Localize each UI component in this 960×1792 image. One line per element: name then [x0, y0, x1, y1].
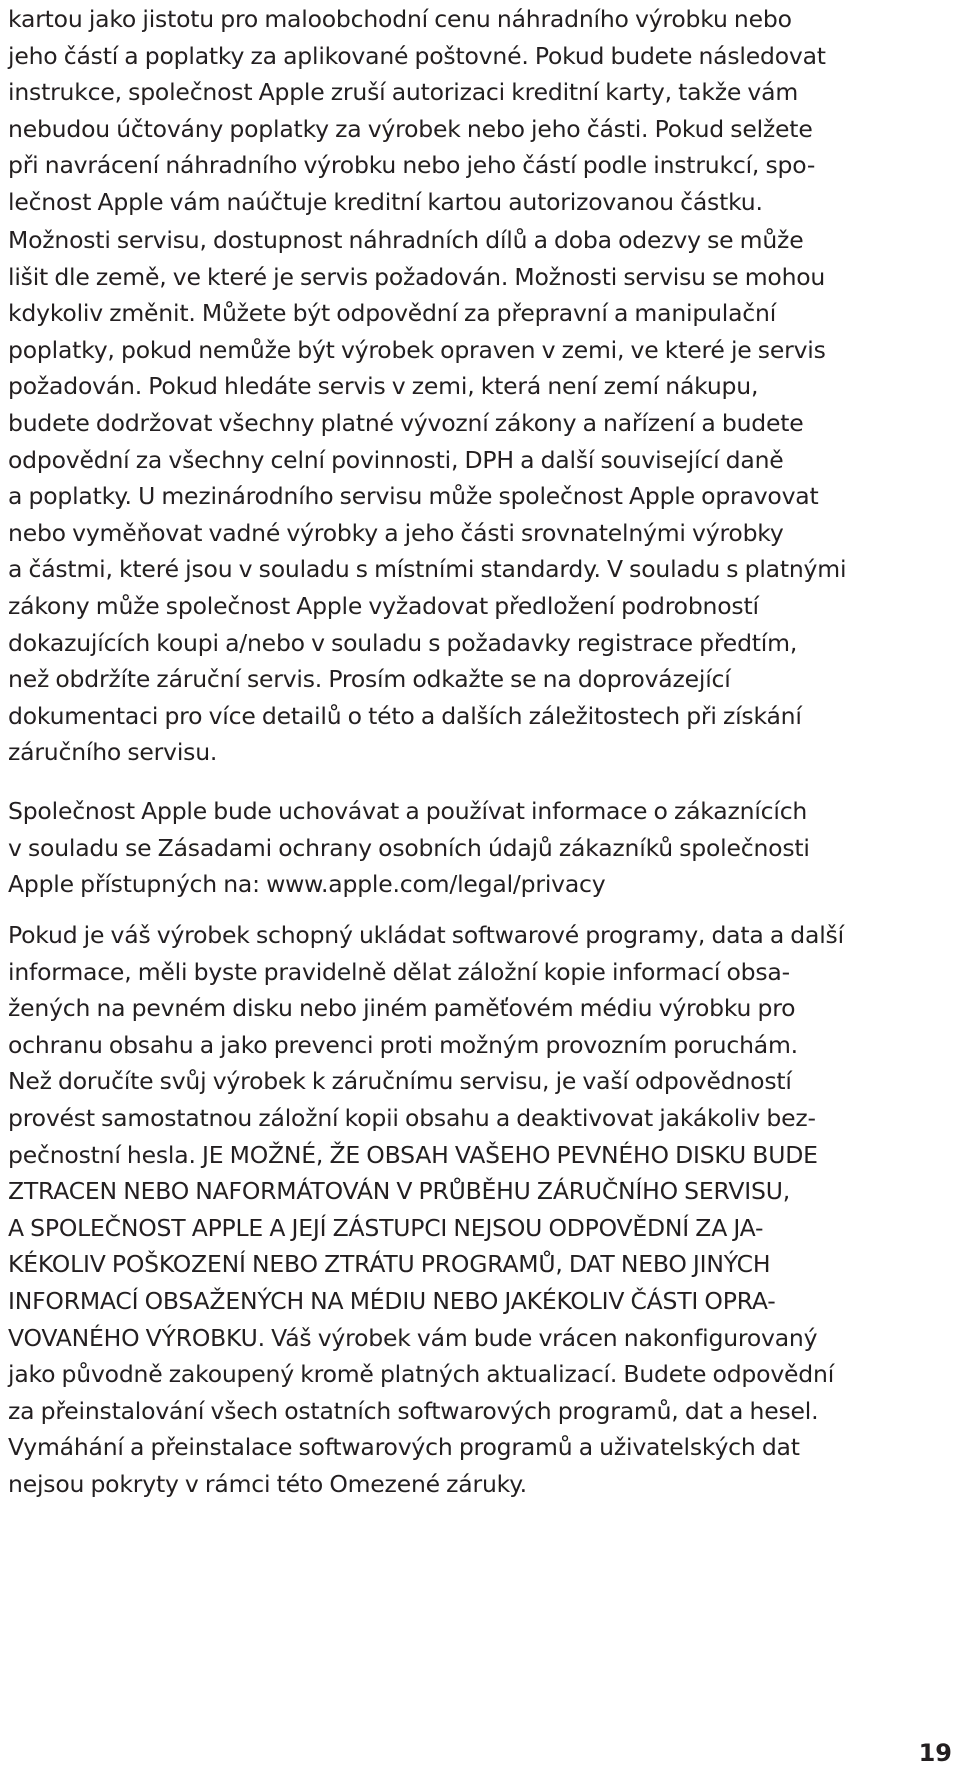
text-line: Možnosti servisu, dostupnost náhradních dílů a doba odezvy se může	[8, 226, 804, 254]
text-line: záručního servisu.	[8, 738, 218, 767]
text-line: lišit dle země, ve které je servis požadován. Možnosti servisu se mohou	[8, 262, 826, 291]
text-line: KÉKOLIV POŠKOZENÍ NEBO ZTRÁTU PROGRAMŮ, DAT NEBO JINÝCH	[8, 1250, 771, 1279]
text-line: INFORMACÍ OBSAŽENÝCH NA MÉDIU NEBO JAKÉKOLIV ČÁSTI OPRA-	[8, 1286, 776, 1315]
paragraph-service-options	[8, 222, 846, 771]
text-line: pečnostní hesla. JE MOŽNÉ, ŽE OBSAH VAŠEHO PEVNÉHO DISKU BUDE	[8, 1140, 818, 1169]
text-line: za přeinstalování všech ostatních softwarových programů, dat a hesel.	[8, 1396, 819, 1425]
page-number: 19	[918, 1739, 952, 1767]
text-line: Apple přístupných na: www.apple.com/legal/privacy	[8, 870, 606, 899]
text-line: ZTRACEN NEBO NAFORMÁTOVÁN V PRŮBĚHU ZÁRUČNÍHO SERVISU,	[8, 1177, 790, 1206]
paragraph-privacy	[8, 793, 810, 903]
text-line: A SPOLEČNOST APPLE A JEJÍ ZÁSTUPCI NEJSOU ODPOVĚDNÍ ZA JA-	[8, 1213, 764, 1242]
text-line: nejsou pokryty v rámci této Omezené záruky.	[8, 1469, 527, 1498]
text-line: VOVANÉHO VÝROBKU. Váš výrobek vám bude vrácen nakonfigurovaný	[8, 1323, 818, 1352]
text-line: než obdržíte záruční servis. Prosím odkažte se na doprovázející	[8, 665, 731, 694]
text-line: v souladu se Zásadami ochrany osobních údajů zákazníků společnosti	[8, 833, 810, 862]
text-line: jako původně zakoupený kromě platných aktualizací. Budete odpovědní	[8, 1360, 835, 1389]
text-line: provést samostatnou záložní kopii obsahu a deaktivovat jakákoliv bez-	[8, 1103, 816, 1132]
text-line: dokumentaci pro více detailů o této a dalších záležitostech při získání	[8, 701, 802, 730]
text-line: nebo vyměňovat vadné výrobky a jeho části srovnatelnými výrobky	[8, 518, 784, 547]
paragraph-credit-card-authorization	[8, 1, 826, 221]
text-line: Společnost Apple bude uchovávat a používat informace o zákaznících	[8, 797, 808, 825]
text-line: žených na pevném disku nebo jiném paměťovém médiu výrobku pro	[8, 994, 796, 1023]
text-line: kdykoliv změnit. Můžete být odpovědní za přepravní a manipulační	[8, 299, 777, 328]
text-line: jeho částí a poplatky za aplikované poštovné. Pokud budete následovat	[8, 41, 826, 70]
text-line: Vymáhání a přeinstalace softwarových programů a uživatelských dat	[8, 1433, 800, 1462]
text-line: zákony může společnost Apple vyžadovat předložení podrobností	[8, 591, 759, 620]
text-line: a poplatky. U mezinárodního servisu může společnost Apple opravovat	[8, 482, 819, 511]
text-line: poplatky, pokud nemůže být výrobek opraven v zemi, ve které je servis	[8, 335, 826, 364]
text-line: požadován. Pokud hledáte servis v zemi, která není zemí nákupu,	[8, 372, 759, 401]
paragraph-backup	[8, 917, 844, 1503]
text-line: lečnost Apple vám naúčtuje kreditní kartou autorizovanou částku.	[8, 187, 763, 216]
text-line: Než doručíte svůj výrobek k záručnímu servisu, je vaší odpovědností	[8, 1067, 792, 1096]
text-line: informace, měli byste pravidelně dělat záložní kopie informací obsa-	[8, 957, 790, 986]
text-line: nebudou účtovány poplatky za výrobek nebo jeho části. Pokud selžete	[8, 114, 813, 143]
text-line: ochranu obsahu a jako prevenci proti možným provozním poruchám.	[8, 1030, 798, 1059]
text-line: odpovědní za všechny celní povinnosti, DPH a další související daně	[8, 445, 784, 474]
text-line: budete dodržovat všechny platné vývozní zákony a nařízení a budete	[8, 408, 804, 437]
text-line: instrukce, společnost Apple zruší autorizaci kreditní karty, takže vám	[8, 78, 799, 107]
text-line: kartou jako jistotu pro maloobchodní cenu náhradního výrobku nebo	[8, 5, 792, 33]
document-page	[8, 0, 952, 1792]
text-line: Pokud je váš výrobek schopný ukládat softwarové programy, data a další	[8, 921, 844, 949]
text-line: při navrácení náhradního výrobku nebo jeho částí podle instrukcí, spo-	[8, 151, 816, 180]
text-line: dokazujících koupi a/nebo v souladu s požadavky registrace předtím,	[8, 628, 798, 657]
text-line: a částmi, které jsou v souladu s místními standardy. V souladu s platnými	[8, 555, 847, 584]
